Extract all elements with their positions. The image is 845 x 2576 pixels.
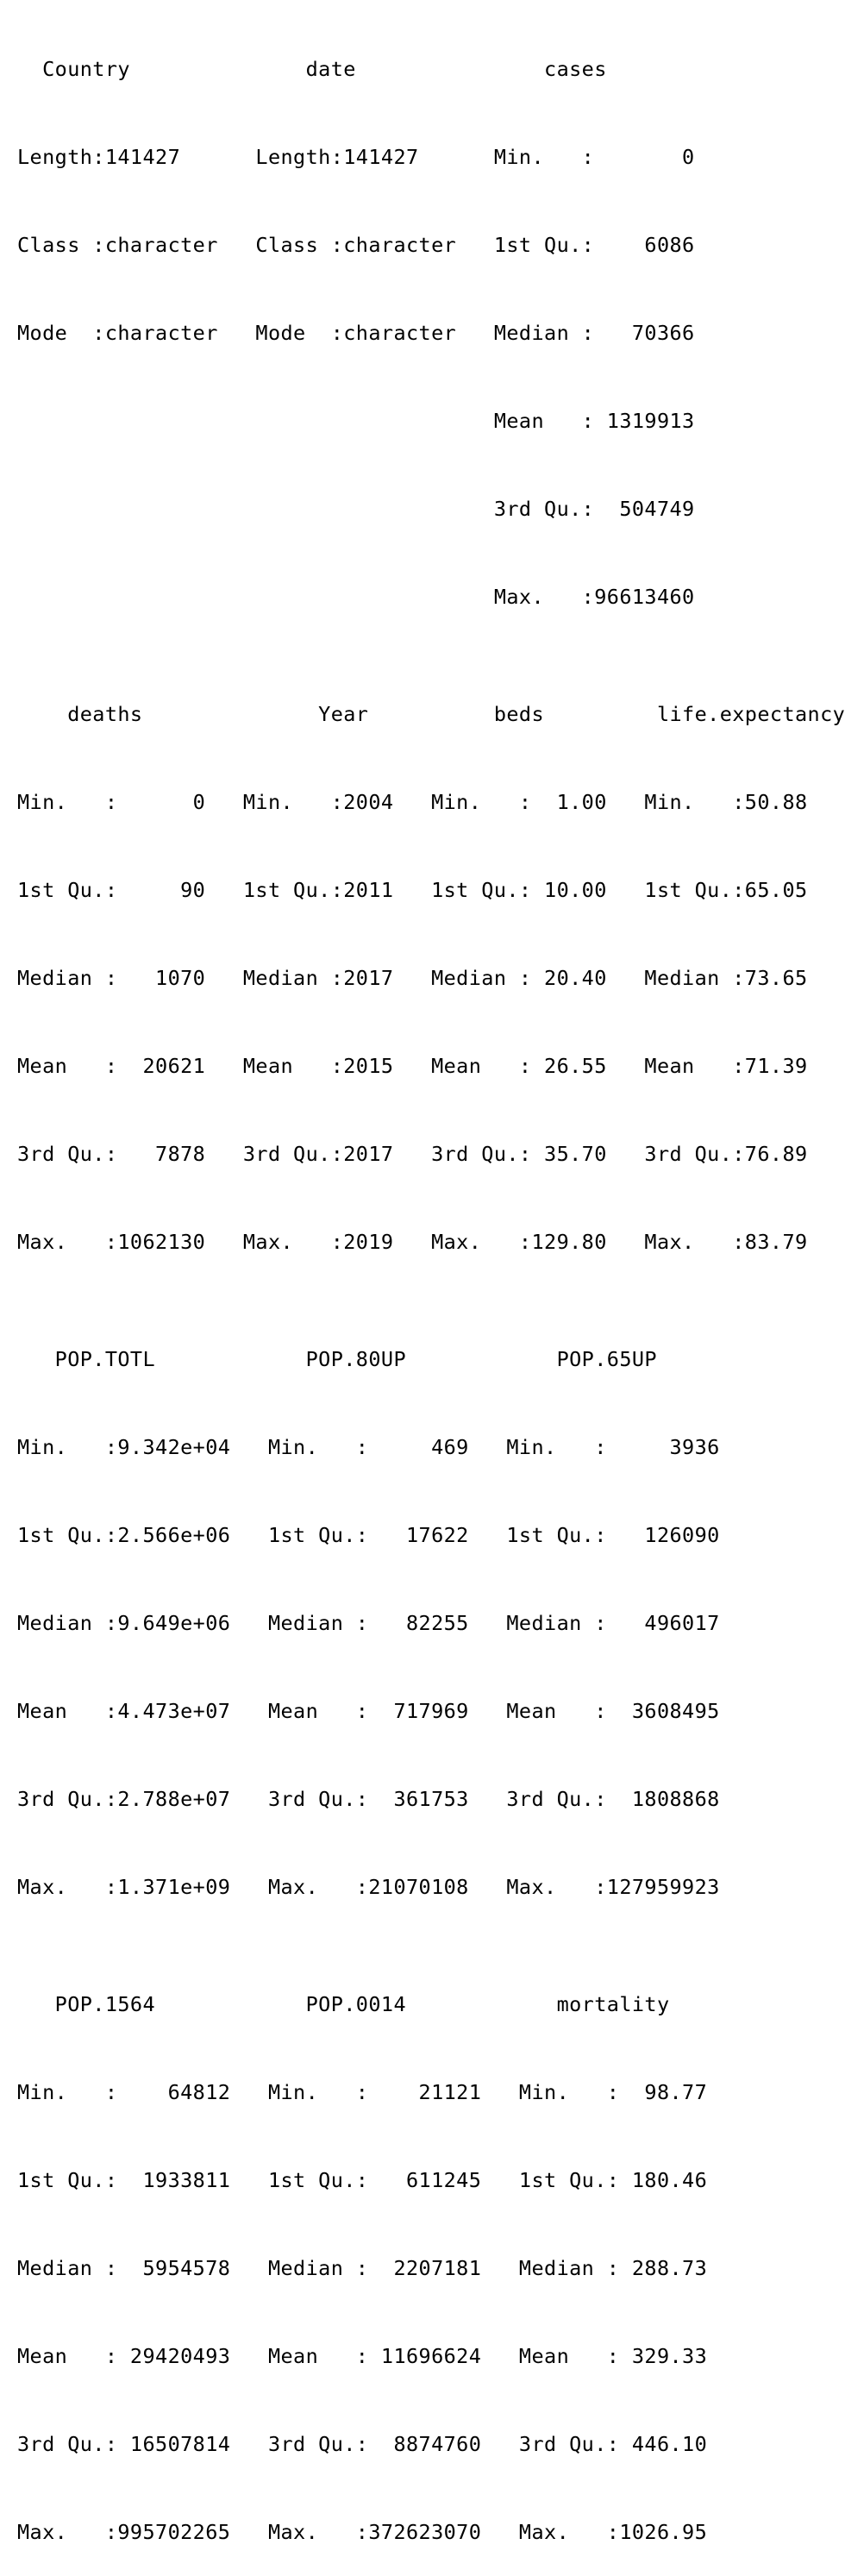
block-3-row-3rd-qu: 3rd Qu.:2.788e+07 3rd Qu.: 361753 3rd Qu.: 1808868: [17, 1787, 745, 1811]
block-3-row-1st-qu: 1st Qu.:2.566e+06 1st Qu.: 17622 1st Qu.: 126090: [17, 1523, 745, 1547]
block-1-row-3rd-qu: 3rd Qu.: 504749: [17, 497, 720, 521]
block-3-header: POP.TOTL POP.80UP POP.65UP: [17, 1347, 758, 1371]
block-3-row-mean: Mean :4.473e+07 Mean : 717969 Mean : 3608495: [17, 1699, 745, 1723]
block-3-row-min: Min. :9.342e+04 Min. : 469 Min. : 3936: [17, 1435, 745, 1459]
block-4-row-mean: Mean : 29420493 Mean : 11696624 Mean : 329.33: [17, 2344, 733, 2368]
block-2-row-mean: Mean : 20621 Mean :2015 Mean : 26.55 Mean :71.39: [17, 1054, 833, 1078]
block-2-row-3rd-qu: 3rd Qu.: 7878 3rd Qu.:2017 3rd Qu.: 35.70 3rd Qu.:76.89: [17, 1142, 833, 1166]
block-2-row-1st-qu: 1st Qu.: 90 1st Qu.:2011 1st Qu.: 10.00 1st Qu.:65.05: [17, 878, 833, 902]
block-1-row-mode: Mode :character Mode :character Median : 70366: [17, 321, 720, 345]
block-1-row-max: Max. :96613460: [17, 585, 720, 609]
block-2-row-max: Max. :1062130 Max. :2019 Max. :129.80 Max. :83.79: [17, 1230, 833, 1254]
block-4-row-3rd-qu: 3rd Qu.: 16507814 3rd Qu.: 8874760 3rd Qu.: 446.10: [17, 2432, 733, 2456]
block-4-row-min: Min. : 64812 Min. : 21121 Min. : 98.77: [17, 2080, 733, 2104]
block-4-row-max: Max. :995702265 Max. :372623070 Max. :1026.95: [17, 2520, 733, 2544]
block-3-row-median: Median :9.649e+06 Median : 82255 Median : 496017: [17, 1611, 745, 1635]
block-1-header: Country date cases: [17, 57, 720, 81]
block-3-row-max: Max. :1.371e+09 Max. :21070108 Max. :127959923: [17, 1875, 745, 1899]
block-1-row-length: Length:141427 Length:141427 Min. : 0: [17, 145, 720, 169]
block-1-row-mean: Mean : 1319913: [17, 409, 720, 433]
block-4-row-median: Median : 5954578 Median : 2207181 Median : 288.73: [17, 2256, 733, 2280]
block-2-row-min: Min. : 0 Min. :2004 Min. : 1.00 Min. :50.88: [17, 790, 833, 814]
block-4-header: POP.1564 POP.0014 mortality: [17, 1992, 745, 2016]
block-2-header: deaths Year beds life.expectancy: [17, 702, 845, 726]
block-2-row-median: Median : 1070 Median :2017 Median : 20.40 Median :73.65: [17, 966, 833, 990]
block-4-row-1st-qu: 1st Qu.: 1933811 1st Qu.: 611245 1st Qu.: 180.46: [17, 2168, 733, 2192]
r-console-output: [17, 0, 845, 2576]
block-1-row-class: Class :character Class :character 1st Qu.: 6086: [17, 233, 720, 257]
